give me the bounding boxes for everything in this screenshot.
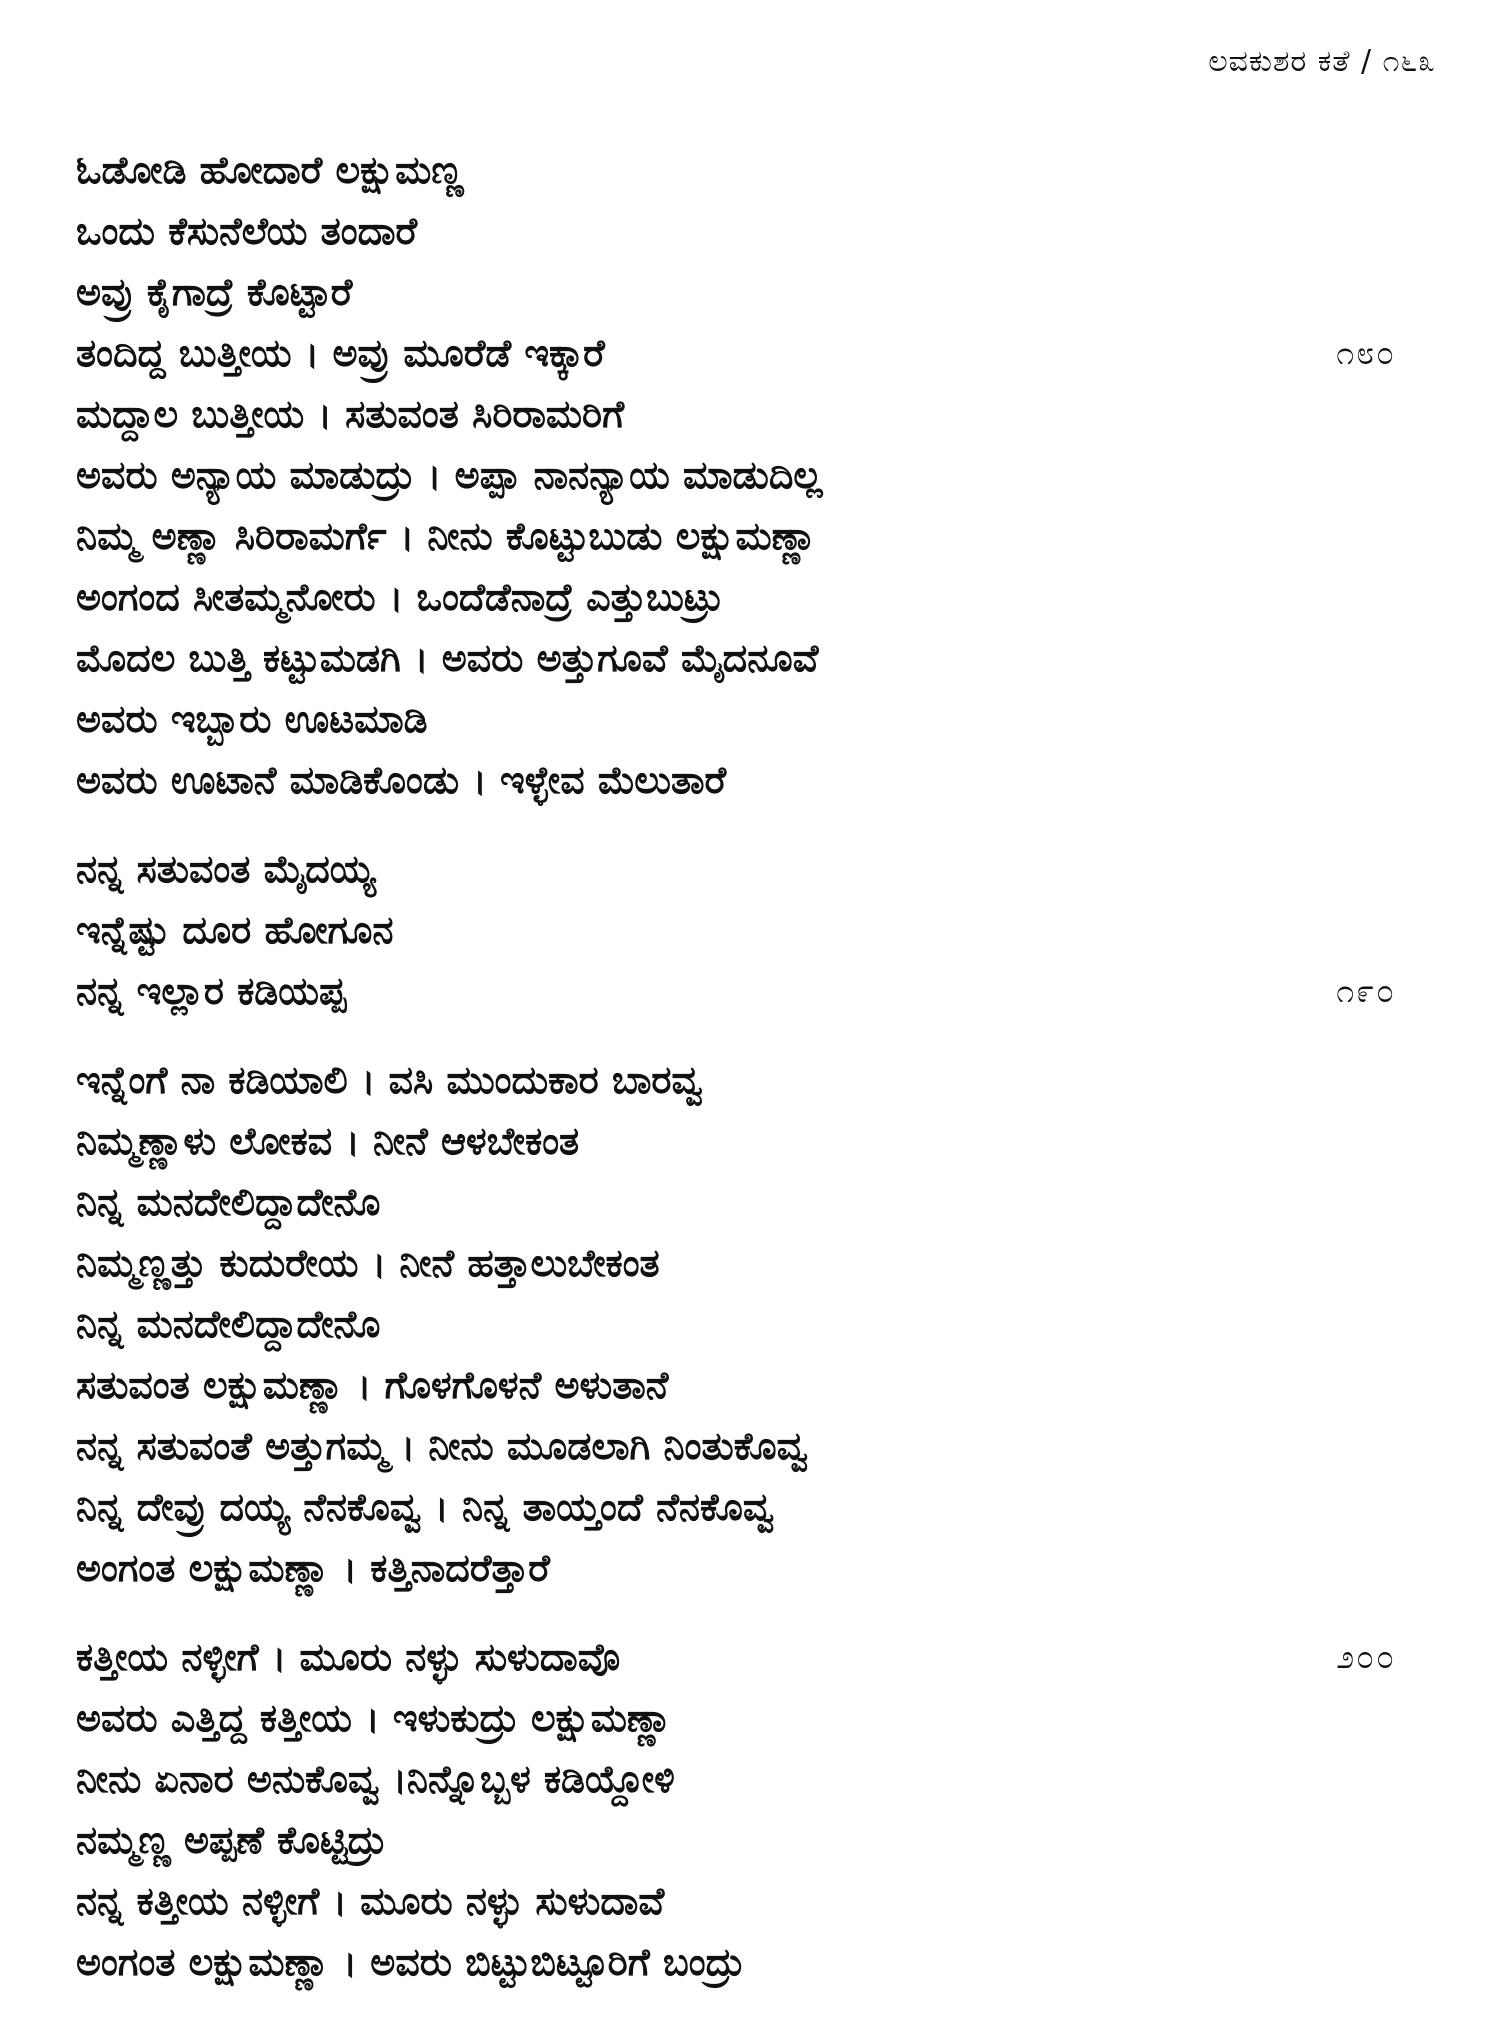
line-text: ಸತುವಂತ ಲಕ್ಷುಮಣ್ಣಾ । ಗೊಳಗೊಳನೆ ಅಳುತಾನೆ — [76, 1363, 669, 1407]
poem-line — [76, 1871, 1396, 1932]
running-header: ಲವಕುಶರ ಕತೆ / ೧೬೩ — [1208, 44, 1436, 79]
poem-line — [76, 839, 1396, 900]
poem-line — [76, 384, 1396, 445]
line-text: ನಿಮ್ಮಣ್ಣತ್ತು ಕುದುರೇಯ । ನೀನೆ ಹತ್ತಾಲುಬೇಕಂತ — [76, 1241, 660, 1285]
poem-line — [76, 628, 1396, 689]
line-text: ನಿನ್ನ ಮನದೇಲಿದ್ದಾದೇನೊ — [76, 1180, 381, 1224]
line-text: ಅವರು ಅನ್ಯಾಯ ಮಾಡುದ್ರು । ಅಪ್ಪಾ ನಾನನ್ಯಾಯ ಮಾಡುದಿಲ್ಲ — [76, 453, 823, 497]
poem-line — [76, 750, 1396, 811]
poem-line — [76, 262, 1396, 323]
poem-line — [76, 961, 1396, 1022]
line-text: ನಿನ್ನ ದೇವ್ರು ದಯ್ಯ ನೆನಕೊವ್ವ । ನಿನ್ನ ತಾಯ್ತಂದೆ ನೆನಕೊವ್ವ — [76, 1485, 775, 1529]
poem-line — [76, 1416, 1396, 1477]
poem-line — [76, 506, 1396, 567]
poem-line — [76, 1810, 1396, 1871]
poem-line — [76, 1749, 1396, 1810]
line-text: ಓಡೋಡಿ ಹೋದಾರೆ ಲಕ್ಷುಮಣ್ಣ — [76, 148, 464, 192]
poem-line — [76, 1932, 1396, 1993]
poem-line — [76, 1233, 1396, 1294]
line-text: ನಿನ್ನ ಮನದೇಲಿದ್ದಾದೇನೊ — [76, 1302, 381, 1346]
line-text: ಮೊದಲ ಬುತ್ತಿ ಕಟ್ಟುಮಡಗಿ । ಅವರು ಅತ್ತುಗೂವೆ ಮೈದನೂವೆ — [76, 636, 819, 680]
line-text: ಅವರು ಊಟಾನೆ ಮಾಡಿಕೊಂಡು । ಇಳ್ಳೇವ ಮೆಲುತಾರೆ — [76, 758, 727, 802]
line-text: ಅಂಗಂತ ಲಕ್ಷುಮಣ್ಣಾ । ಕತ್ತಿನಾದರೆತ್ತಾರೆ — [76, 1546, 550, 1590]
poem-line — [76, 1172, 1396, 1233]
poem-line — [76, 1294, 1396, 1355]
stanza — [76, 140, 1396, 811]
line-text: ಇನ್ನೆಷ್ಟು ದೂರ ಹೋಗೂನ — [76, 908, 394, 952]
line-number: ೧೯೦ — [1336, 972, 1396, 1010]
stanza — [76, 1627, 1396, 1993]
poem-line — [76, 1050, 1396, 1111]
line-text: ಒಂದು ಕೆಸುನೆಲೆಯ ತಂದಾರೆ — [76, 209, 418, 253]
poem-line — [76, 1111, 1396, 1172]
line-text: ನಮ್ಮಣ್ಣ ಅಪ್ಪಣೆ ಕೊಟ್ಟಿದ್ರು — [76, 1818, 386, 1862]
poem-line — [76, 1688, 1396, 1749]
poem-line — [76, 567, 1396, 628]
line-text: ಇನ್ನೆಂಗೆ ನಾ ಕಡಿಯಾಲಿ । ವಸಿ ಮುಂದುಕಾರ ಬಾರವ್ವ — [76, 1058, 703, 1102]
line-text: ಅವರು ಎತ್ತಿದ್ದ ಕತ್ತೀಯ । ಇಳುಕುದ್ರು ಲಕ್ಷುಮಣ್ಣಾ — [76, 1696, 672, 1740]
poem-line — [76, 1477, 1396, 1538]
line-text: ನನ್ನ ಕತ್ತೀಯ ನಳ್ಳೀಗೆ । ಮೂರು ನಳ್ಳು ಸುಳುದಾವೆ — [76, 1879, 665, 1923]
line-number: ೧೮೦ — [1336, 334, 1396, 372]
line-text: ನನ್ನ ಇಲ್ಲಾರ ಕಡಿಯಪ್ಪ — [76, 969, 347, 1013]
line-text: ನಿಮ್ಮ ಅಣ್ಣಾ ಸಿರಿರಾಮರ್ಗೆ । ನೀನು ಕೊಟ್ಟುಬುಡು ಲಕ್ಷುಮಣ್ಣಾ — [76, 514, 817, 558]
stanza — [76, 1050, 1396, 1599]
line-text: ಮದ್ದಾಲ ಬುತ್ತೀಯ । ಸತುವಂತ ಸಿರಿರಾಮರಿಗೆ — [76, 392, 625, 436]
line-number: ೨೦೦ — [1336, 1638, 1396, 1676]
line-text: ಕತ್ತೀಯ ನಳ್ಳೀಗೆ । ಮೂರು ನಳ್ಳು ಸುಳುದಾವೊ — [76, 1635, 621, 1679]
poem-line — [76, 900, 1396, 961]
poem-line — [76, 323, 1396, 384]
line-text: ಅಂಗಂದ ಸೀತಮ್ಮನೋರು । ಒಂದೆಡೆನಾದ್ರೆ ಎತ್ತುಬುಟ್ರು — [76, 575, 723, 619]
line-text: ಅಂಗಂತ ಲಕ್ಷುಮಣ್ಣಾ । ಅವರು ಬಿಟ್ಟುಬಿಟ್ಟೂರಿಗೆ ಬಂದ್ರು — [76, 1940, 744, 1984]
line-text: ಅವ್ರು ಕೈಗಾದ್ರೆ ಕೊಟ್ಟಾರೆ — [76, 270, 353, 314]
poem-line — [76, 689, 1396, 750]
line-text: ನನ್ನ ಸತುವಂತ ಮೈದಯ್ಯ — [76, 847, 376, 891]
poem-body — [76, 140, 1396, 2021]
poem-line — [76, 140, 1396, 201]
poem-line — [76, 1538, 1396, 1599]
line-text: ನನ್ನ ಸತುವಂತೆ ಅತ್ತುಗಮ್ಮ । ನೀನು ಮೂಡಲಾಗಿ ನಿಂತುಕೊವ್ವ — [76, 1424, 808, 1468]
line-text: ಅವರು ಇಬ್ಬಾರು ಊಟಮಾಡಿ — [76, 697, 428, 741]
stanza — [76, 839, 1396, 1022]
line-text: ತಂದಿದ್ದ ಬುತ್ತೀಯ । ಅವ್ರು ಮೂರೆಡೆ ಇಕ್ಕಾರೆ — [76, 331, 605, 375]
line-text: ನಿಮ್ಮಣ್ಣಾಳು ಲೋಕವ । ನೀನೆ ಆಳಬೇಕಂತ — [76, 1119, 580, 1163]
poem-line — [76, 1627, 1396, 1688]
line-text: ನೀನು ಏನಾರ ಅನುಕೊವ್ವ ।ನಿನ್ನೊಬ್ಬಳ ಕಡಿಯ್ದೋಳಿ — [76, 1757, 675, 1801]
poem-line — [76, 201, 1396, 262]
poem-line — [76, 1355, 1396, 1416]
poem-line — [76, 445, 1396, 506]
